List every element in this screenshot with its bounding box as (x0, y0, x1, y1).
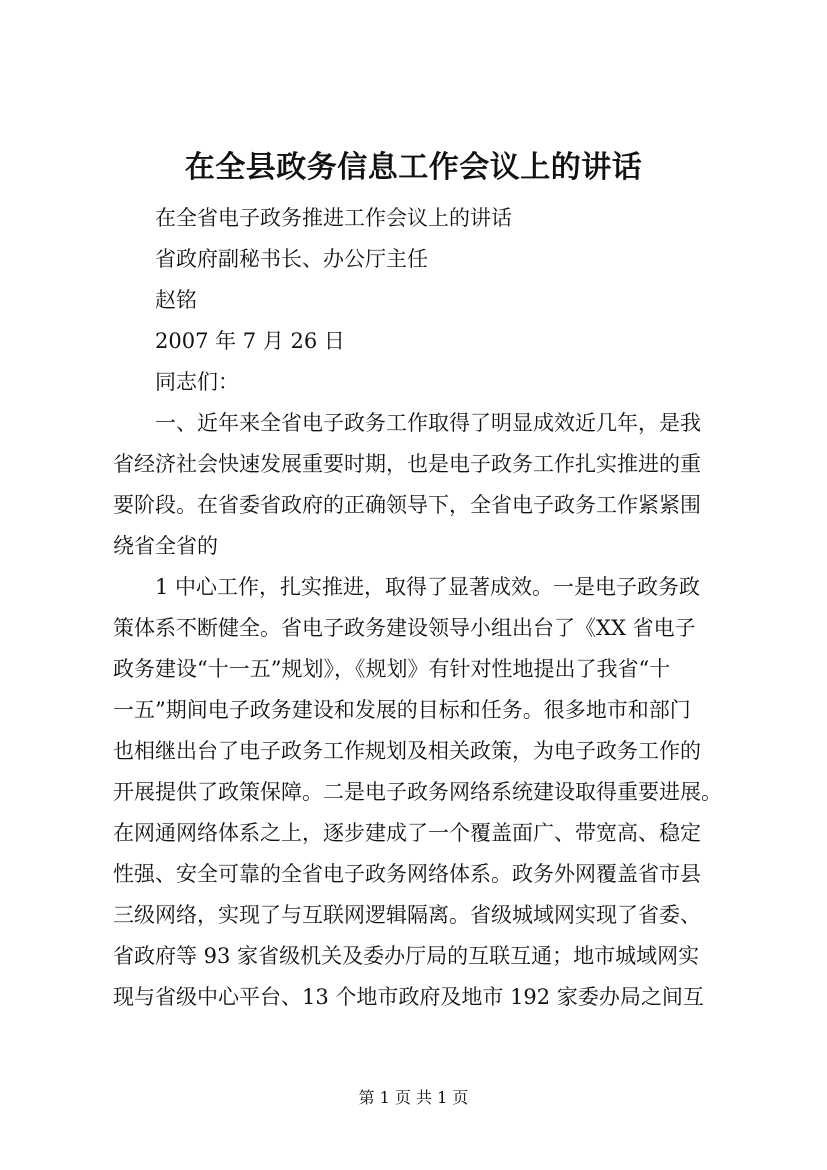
paragraph-line: 一、近年来全省电子政务工作取得了明显成效近几年，是我 (155, 411, 701, 435)
body-paragraph-1 (113, 403, 753, 567)
document-body (113, 198, 753, 1018)
speaker-name-line: 赵铭 (155, 288, 197, 312)
paragraph-line: 要阶段。在省委省政府的正确领导下，全省电子政务工作紧紧围 (113, 493, 701, 517)
paragraph-line: 省经济社会快速发展重要时期，也是电子政务工作扎实推进的重 (113, 452, 701, 476)
meeting-title-line: 在全省电子政务推进工作会议上的讲话 (155, 206, 512, 230)
paragraph-line: 策体系不断健全。省电子政务建设领导小组出台了《XX 省电子 (113, 616, 696, 640)
salutation-line: 同志们： (155, 370, 239, 394)
paragraph-line: 现与省级中心平台、13 个地市政府及地市 192 家委办局之间互 (113, 985, 704, 1009)
paragraph-line: 在网通网络体系之上，逐步建成了一个覆盖面广、带宽高、稳定 (113, 821, 701, 845)
paragraph-line: 性强、安全可靠的全省电子政务网络体系。政务外网覆盖省市县 (113, 862, 701, 886)
speech-date-line: 2007 年 7 月 26 日 (155, 329, 345, 353)
page-number-footer: 第 1 页 共 1 页 (358, 1088, 469, 1107)
paragraph-line: 也相继出台了电子政务工作规划及相关政策，为电子政务工作的 (113, 739, 701, 763)
document-title: 在全县政务信息工作会议上的讲话 (184, 150, 643, 185)
paragraph-line: 政务建设“十一五”规划》，《规划》有针对性地提出了我省“十 (113, 657, 671, 681)
speaker-position-line: 省政府副秘书长、办公厅主任 (155, 247, 428, 271)
paragraph-line: 省政府等 93 家省级机关及委办厅局的互联互通；地市城域网实 (113, 944, 700, 968)
paragraph-line: 1 中心工作，扎实推进，取得了显著成效。一是电子政务政 (155, 575, 701, 599)
body-paragraph-2 (113, 567, 753, 1018)
paragraph-line: 绕省全省的 (113, 534, 218, 558)
paragraph-line: 开展提供了政策保障。二是电子政务网络系统建设取得重要进展。 (113, 780, 722, 804)
paragraph-line: 三级网络，实现了与互联网逻辑隔离。省级城域网实现了省委、 (113, 903, 701, 927)
paragraph-line: 一五”期间电子政务建设和发展的目标和任务。很多地市和部门 (113, 698, 691, 722)
